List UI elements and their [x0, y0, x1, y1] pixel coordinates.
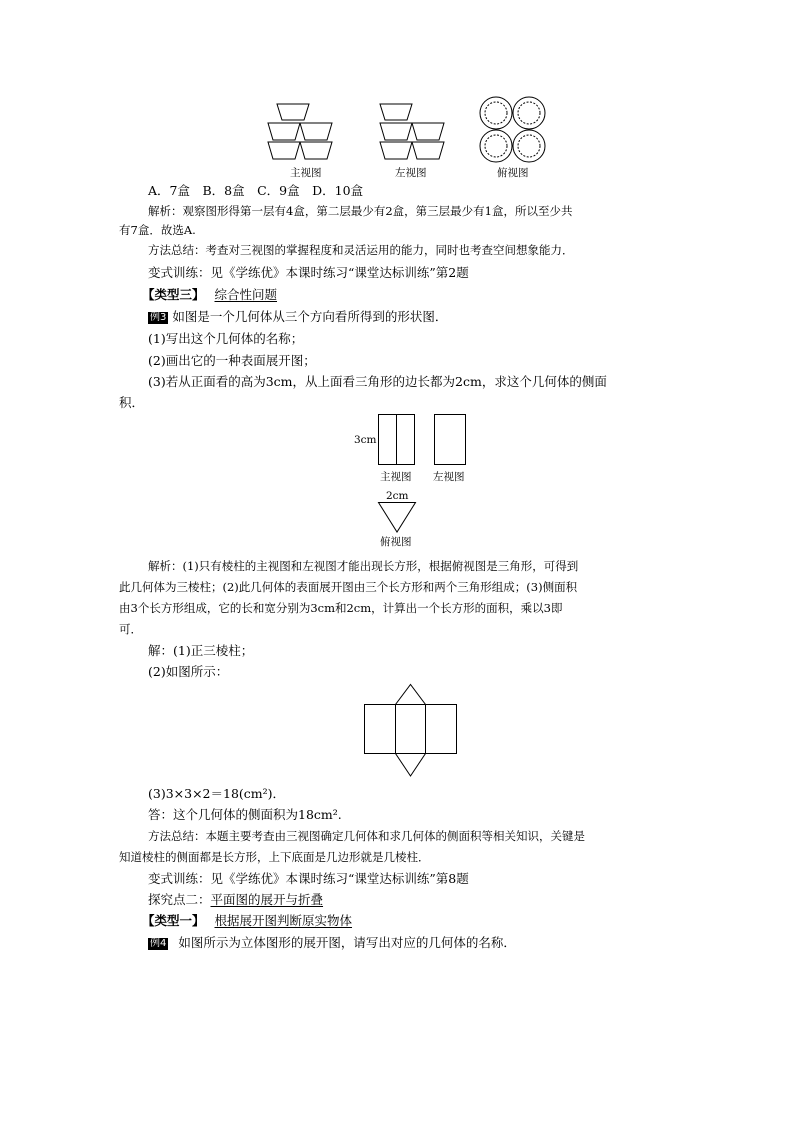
- front-view-caption: 主视图: [290, 167, 322, 179]
- question-line: (1)写出这个几何体的名称；: [148, 331, 304, 346]
- section-heading: [142, 912, 352, 929]
- example-stem: 例4 如图所示为立体图形的展开图，请写出对应的几何体的名称．: [150, 935, 516, 950]
- analysis-line: 可．: [119, 622, 142, 636]
- variant-training: 变式训练：见《学练优》本课时练习“课堂达标训练”第2题: [148, 265, 469, 280]
- left-view-caption: 左视图: [395, 167, 427, 179]
- point-title: 平面图的展开与折叠: [210, 892, 324, 907]
- analysis-line: 解析：观察图形得第一层有4盒，第二层最少有2盒，第三层最少有1盒，所以至少共: [148, 204, 573, 218]
- variant-training: 变式训练：见《学练优》本课时练习“课堂达标训练”第8题: [148, 871, 469, 886]
- method-summary: 方法总结：考查对三视图的掌握程度和灵活运用的能力，同时也考查空间想象能力．: [148, 243, 574, 257]
- analysis-line: 有7盒．故选A.: [119, 223, 196, 237]
- solution-line: (3)3×3×2＝18(cm²)．: [148, 786, 286, 801]
- front-view-caption: 主视图: [380, 471, 412, 483]
- method-summary: 知道棱柱的侧面都是长方形，上下底面是几边形就是几棱柱．: [119, 850, 430, 864]
- solution-line: 解：(1)正三棱柱；: [148, 643, 254, 658]
- analysis-line: 由3个长方形组成，它的长和宽分别为3cm和2cm，计算出一个长方形的面积，乘以3即: [119, 601, 563, 615]
- prism-left-view: [434, 414, 468, 466]
- question-line: (2)画出它的一种表面展开图；: [148, 353, 316, 368]
- section-heading: 探究点二：平面图的展开与折叠: [148, 892, 324, 907]
- section-heading: [142, 286, 277, 303]
- prism-net-figure: [364, 684, 460, 780]
- type-title: 根据展开图判断原实物体: [214, 913, 353, 928]
- type-title: 综合性问题: [214, 287, 278, 302]
- width-label: 2cm: [386, 490, 409, 502]
- example-label: 例4: [150, 938, 167, 949]
- method-summary: 方法总结：本题主要考查由三视图确定几何体和求几何体的侧面积等相关知识，关键是: [148, 829, 585, 843]
- top-view-caption: 俯视图: [497, 167, 529, 179]
- type-bracket: 【类型一】: [142, 913, 205, 928]
- example-stem: 例3 如图是一个几何体从三个方向看所得到的形状图．: [150, 309, 448, 324]
- analysis-line: 此几何体为三棱柱；(2)此几何体的表面展开图由三个长方形和两个三角形组成；(3)侧面积: [119, 580, 578, 594]
- type-bracket: 【类型三】: [142, 287, 205, 302]
- top-view-figure: [478, 96, 550, 164]
- prism-front-view: [378, 414, 418, 466]
- question-line: 积．: [119, 395, 145, 410]
- height-label: 3cm: [354, 434, 377, 446]
- left-view-figure: [375, 100, 455, 162]
- answer-options: A．7盒 B．8盒 C．9盒 D．10盒: [148, 183, 364, 198]
- front-view-figure: [270, 100, 350, 162]
- solution-line: (2)如图所示：: [148, 664, 229, 679]
- top-view-caption: 俯视图: [380, 536, 412, 548]
- left-view-caption: 左视图: [433, 471, 465, 483]
- final-answer: 答：这个几何体的侧面积为18cm².: [148, 807, 342, 822]
- prism-top-view: [378, 502, 418, 534]
- example-label: 例3: [150, 312, 167, 323]
- analysis-line: 解析：(1)只有棱柱的主视图和左视图才能出现长方形，根据俯视图是三角形，可得到: [148, 559, 579, 573]
- question-line: (3)若从正面看的高为3cm，从上面看三角形的边长都为2cm，求这个几何体的侧面: [148, 374, 607, 389]
